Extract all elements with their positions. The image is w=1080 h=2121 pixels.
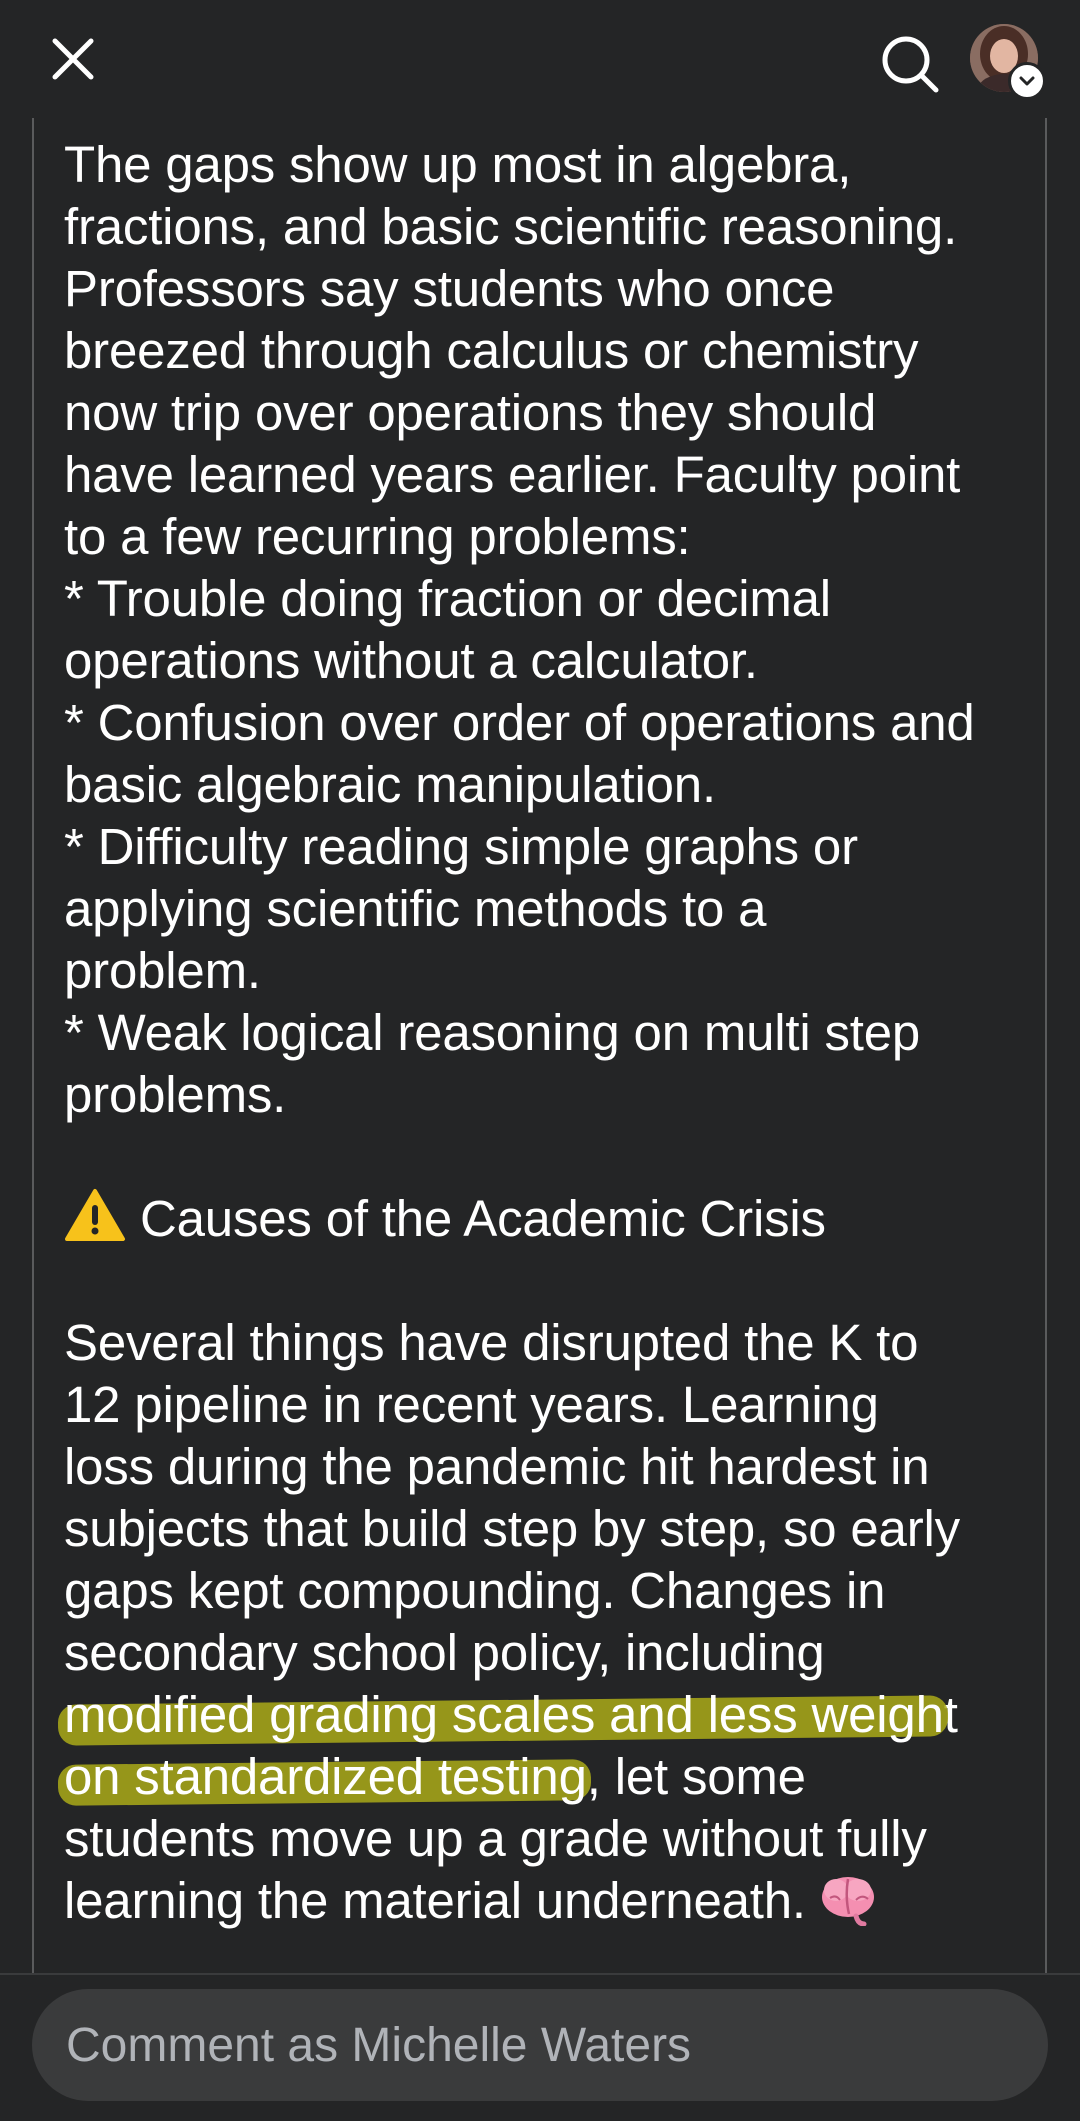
comment-composer-bar [0,1973,1080,2121]
post-line: operations without a calculator. [64,632,758,689]
highlighted-text: on standardized testing [64,1748,587,1805]
post-line: * Confusion over order of operations and [64,694,975,751]
section-heading-text: Causes of the Academic Crisis [140,1190,826,1247]
post-line: * Weak logical reasoning on multi step [64,1004,921,1061]
post-line: problem. [64,942,261,999]
section-heading [64,1188,1026,1250]
brain-icon [818,1872,878,1926]
post-line: The gaps show up most in algebra, [64,136,852,193]
account-menu-badge[interactable] [1008,62,1046,100]
thread-line-right [1045,118,1047,1973]
highlighted-line [64,1746,1026,1808]
post-text: , let some [586,1748,806,1805]
post-line-last [64,1870,1026,1932]
post-line: * Trouble doing fraction or decimal [64,570,831,627]
post-line: subjects that build step by step, so early [64,1500,960,1557]
post-line: loss during the pandemic hit hardest in [64,1438,930,1495]
warning-icon [64,1188,126,1242]
post-line: problems. [64,1066,287,1123]
post-line: applying scientific methods to a [64,880,767,937]
chevron-down-icon [1019,75,1035,87]
search-button[interactable] [872,26,948,102]
post-text: learning the material underneath. [64,1872,806,1929]
post-line: 12 pipeline in recent years. Learning [64,1376,879,1433]
close-button[interactable] [40,26,106,92]
post-line: breezed through calculus or chemistry [64,322,919,379]
comment-input[interactable] [32,1989,1048,2101]
post-line: Professors say students who once [64,260,835,317]
post-line: fractions, and basic scientific reasoning. [64,198,958,255]
top-bar [0,0,1080,118]
paragraph-gap [64,1250,1026,1312]
highlighted-text: modified grading scales and less weigh [64,1686,944,1743]
post-text: t [943,1686,958,1743]
post-line: secondary school policy, including [64,1624,825,1681]
close-icon [49,35,97,83]
post-line: Several things have disrupted the K to [64,1314,919,1371]
post-line: gaps kept compounding. Changes in [64,1562,886,1619]
search-icon [878,32,942,96]
post-line: students move up a grade without fully [64,1810,927,1867]
paragraph-gap [64,1126,1026,1188]
profile-avatar[interactable] [970,24,1040,94]
highlighted-line [64,1684,1026,1746]
post-line: now trip over operations they should [64,384,877,441]
post-line: basic algebraic manipulation. [64,756,716,813]
post-line: to a few recurring problems: [64,508,691,565]
post-line: * Difficulty reading simple graphs or [64,818,858,875]
post-body [64,134,1026,1932]
thread-line-left [32,118,34,1973]
post-line: have learned years earlier. Faculty point [64,446,961,503]
